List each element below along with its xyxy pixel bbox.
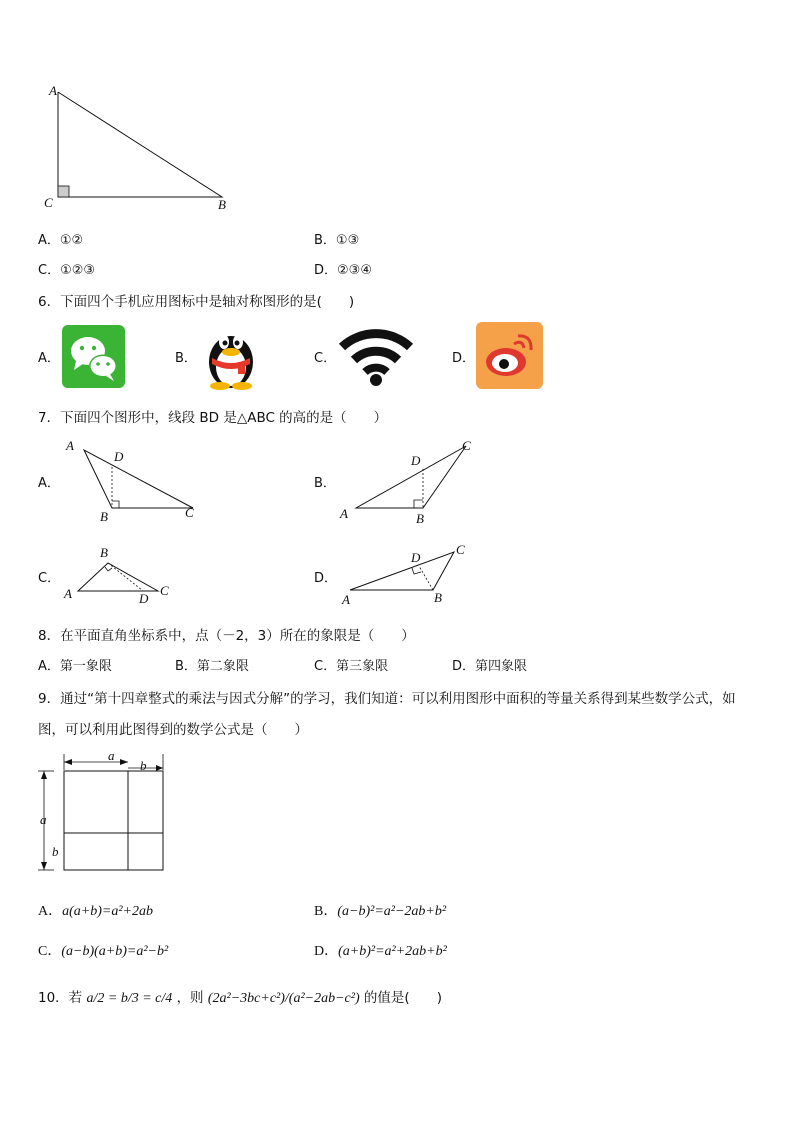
q9-option-d[interactable] — [314, 940, 447, 960]
q5-triangle-figure — [40, 82, 240, 212]
q5-option-b-text: ①③ — [335, 233, 360, 248]
q7-option-a-letter[interactable]: A． — [38, 476, 60, 491]
q7a-label-d: D — [114, 449, 124, 464]
q9-option-a-text: a(a+b)=a²+2ab — [62, 904, 153, 919]
q9-option-c-text: (a−b)(a+b)=a²−b² — [61, 944, 169, 959]
q9-option-d-text: (a+b)²=a²+2ab+b² — [338, 944, 447, 959]
q9-option-b-text: (a−b)²=a²−2ab+b² — [337, 904, 447, 919]
q5-label-a: A — [49, 83, 57, 98]
q10-fraction: (2a²−3bc+c²)/(a²−2ab−c²) — [207, 991, 360, 1006]
q5-option-b[interactable] — [314, 229, 359, 248]
q5-option-a[interactable] — [38, 229, 83, 248]
q7d-label-d: D — [411, 550, 421, 565]
q8-option-d[interactable] — [452, 655, 527, 674]
q5-triangle-edges — [58, 92, 222, 197]
weibo-icon[interactable] — [476, 322, 543, 389]
q7a-label-a: A — [66, 438, 74, 453]
q10-ratio: a/2 = b/3 = c/4 — [86, 991, 173, 1006]
q8-option-d-text: 第四象限 — [475, 659, 528, 674]
q7a-label-b: B — [100, 509, 108, 524]
q7-option-b-letter[interactable]: B． — [314, 476, 336, 491]
q7-option-d-letter[interactable]: D． — [314, 571, 338, 586]
q8-stem: 8．在平面直角坐标系中，点（－2，3）所在的象限是（ ） — [38, 628, 415, 644]
q5-option-c-text: ①②③ — [60, 263, 96, 278]
q10-suffix: 的值是( ) — [363, 990, 442, 1006]
q9-option-c[interactable] — [38, 940, 168, 960]
q5-label-b: B — [218, 197, 226, 212]
q8-option-c-text: 第三象限 — [336, 659, 389, 674]
q7b-label-c: C — [462, 438, 471, 453]
q7c-label-c: C — [160, 583, 169, 598]
q7-figure-d — [338, 540, 478, 608]
q5-option-c-letter: C． — [38, 263, 61, 278]
q8-option-b[interactable] — [175, 655, 249, 674]
q5-option-d-text: ②③④ — [337, 263, 372, 278]
q7c-label-b: B — [100, 545, 108, 560]
q7-figure-c — [60, 543, 190, 608]
q10-question — [38, 986, 442, 1007]
q5-label-c: C — [44, 195, 53, 210]
q5-option-d-letter: D． — [314, 263, 338, 278]
q9-option-b[interactable] — [314, 900, 446, 920]
q5-option-a-text: ①② — [59, 233, 84, 248]
q9-stem-line-2: 图，可以利用此图得到的数学公式是（ ） — [38, 722, 308, 738]
q5-option-c[interactable] — [38, 259, 95, 278]
q7-figure-a — [60, 436, 210, 526]
q9-option-a[interactable] — [38, 900, 153, 920]
q6-stem: 6．下面四个手机应用图标中是轴对称图形的是( ) — [38, 294, 355, 310]
q9-option-b-letter: B． — [314, 904, 338, 919]
q6-option-d-letter[interactable]: D． — [452, 351, 476, 366]
wechat-icon[interactable] — [62, 325, 125, 388]
q7b-label-a: A — [340, 506, 348, 521]
q8-option-a-text: 第一象限 — [59, 659, 112, 674]
q8-option-c-letter: C． — [314, 659, 337, 674]
q8-option-b-letter: B． — [175, 659, 197, 674]
q7-figure-b — [338, 436, 488, 526]
q9-square-figure — [34, 748, 174, 876]
q9-label-left-b: b — [52, 844, 59, 859]
q6-option-b-letter[interactable]: B． — [175, 351, 197, 366]
q7-stem: 7．下面四个图形中，线段 BD 是△ABC 的高的是（ ） — [38, 410, 388, 426]
q8-option-a[interactable] — [38, 655, 112, 674]
q8-option-d-letter: D． — [452, 659, 476, 674]
q8-option-b-text: 第二象限 — [196, 659, 249, 674]
q5-option-a-letter: A． — [38, 233, 60, 248]
q7b-label-d: D — [411, 453, 421, 468]
q7a-label-c: C — [185, 505, 194, 520]
q8-option-a-letter: A． — [38, 659, 60, 674]
q5-right-angle-mark — [58, 186, 69, 197]
q6-option-a-letter[interactable]: A． — [38, 351, 60, 366]
q7d-label-b: B — [434, 590, 442, 605]
q9-label-top-a: a — [108, 748, 115, 763]
wifi-icon[interactable] — [338, 325, 414, 387]
q7b-label-b: B — [416, 511, 424, 526]
q9-option-d-letter: D． — [314, 944, 339, 959]
q10-prefix: 10．若 — [38, 990, 83, 1006]
q10-middle: ，则 — [176, 990, 204, 1006]
q7c-label-d: D — [139, 591, 149, 606]
q9-stem-line-1: 9．通过“第十四章整式的乘法与因式分解”的学习，我们知道：可以利用图形中面积的等量关系得到某些数学公式，如 — [38, 691, 736, 707]
q8-option-c[interactable] — [314, 655, 388, 674]
q7d-label-a: A — [342, 592, 350, 607]
q6-option-c-letter[interactable]: C． — [314, 351, 337, 366]
q7c-label-a: A — [64, 586, 72, 601]
q5-option-b-letter: B． — [314, 233, 336, 248]
q7-option-c-letter[interactable]: C． — [38, 571, 61, 586]
q5-option-d[interactable] — [314, 259, 372, 278]
q9-label-top-b: b — [140, 758, 147, 773]
qq-penguin-icon[interactable] — [198, 322, 264, 390]
q9-option-c-letter: C． — [38, 944, 62, 959]
q9-option-a-letter: A． — [38, 904, 63, 919]
q7d-label-c: C — [456, 542, 465, 557]
q9-label-left-a: a — [40, 812, 47, 827]
